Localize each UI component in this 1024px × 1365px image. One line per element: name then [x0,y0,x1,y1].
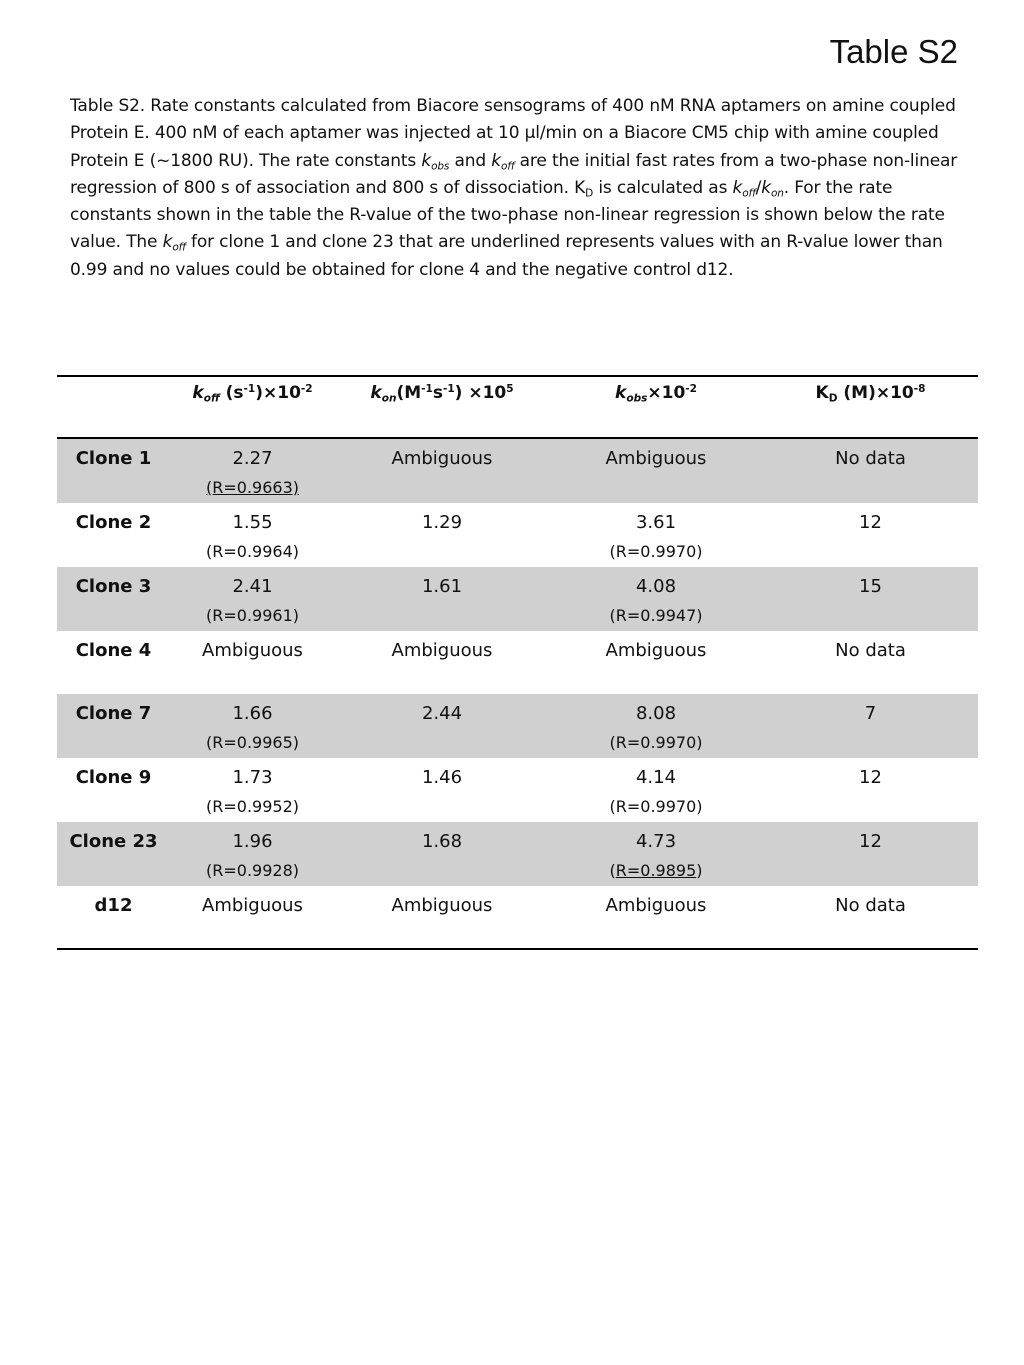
kobs-cell: Ambiguous [605,448,707,469]
table-row-clone-2 [57,503,978,567]
row-label: Clone 2 [75,512,152,533]
rate-constants-table [57,375,978,950]
header-kobs: $k_{obs}\times 10^{-2}$ [615,383,697,405]
kon-cell: 1.68 [421,831,463,852]
table-row-clone-23 [57,822,978,886]
kd-cell: No data [835,448,906,469]
kd-cell: 12 [859,831,882,852]
kd-cell: 15 [859,576,882,597]
r-value: (R=0.9970) [609,542,703,561]
kd-cell: 12 [859,767,882,788]
kd-cell: No data [835,640,906,661]
table-row-d12 [57,886,978,949]
r-value: (R=0.9928) [206,861,299,880]
r-value: (R=0.9895) [609,861,703,880]
r-value: (R=0.9947) [609,606,703,625]
header-koff: $k_{off}$ $(s^{-1})\times 10^{-2}$ [192,383,313,405]
r-value: (R=0.9961) [206,606,299,625]
koff-cell: 1.96 (R=0.9928) [170,822,335,886]
r-value: (R=0.9965) [206,733,299,752]
kobs-cell: 8.08 (R=0.9970) [549,694,763,758]
table-header-row [57,376,978,438]
koff-cell: Ambiguous [202,895,303,916]
kon-cell: Ambiguous [391,895,493,916]
table-row-clone-4 [57,631,978,694]
header-kd: $K_D$ $(M)\times 10^{-8}$ [815,383,926,405]
kon-cell: 1.29 [421,512,463,533]
koff-cell: 2.27 (R=0.9663) [170,438,335,503]
row-label: Clone 3 [75,576,152,597]
header-kon: $k_{on}(M^{-1}s^{-1}) \times 10^5$ [370,383,514,405]
r-value: (R=0.9964) [206,542,299,561]
koff-cell: Ambiguous [202,640,303,661]
table-row-clone-3 [57,567,978,631]
koff-cell: 2.41 (R=0.9961) [170,567,335,631]
r-value: (R=0.9952) [206,797,299,816]
koff-cell: 1.73 (R=0.9952) [170,758,335,822]
kon-cell: 1.61 [421,576,463,597]
kobs-cell: 4.08 (R=0.9947) [549,567,763,631]
row-label: Clone 9 [75,767,152,788]
table-row-clone-7 [57,694,978,758]
koff-cell: 1.55 (R=0.9964) [170,503,335,567]
kd-cell: No data [835,895,906,916]
kobs-cell: Ambiguous [605,640,707,661]
kon-cell: Ambiguous [391,448,493,469]
row-label: Clone 23 [69,831,158,852]
page-title: Table S2 [829,33,958,70]
kon-cell: 2.44 [421,703,463,724]
r-value: (R=0.9970) [609,797,703,816]
kobs-cell: 4.14 (R=0.9970) [549,758,763,822]
kon-cell: 1.46 [421,767,463,788]
table-caption: Table S2. Rate constants calculated from Biacore sensograms of 400 nM RNA aptamers on amine coupled Protein E. 400 nM of each aptamer was injected at 10 µl/min on a Biacore CM5 chip with amine coupled Protein E (~1800 RU). The rate constants $k_{obs}$ and $k_{off}$ are the initial fast rates from a two-phase non-linear regression of 800 s of association and 800 s of dissociation. $K_D$ is calculated as $k_{off}/k_{on}$. For the rate constants shown in the table the R-value of the two-phase non-linear regression is shown below the rate value. The $k_{off}$ for clone 1 and clone 23 that are underlined represents values with an R-value lower than 0.99 and no values could be obtained for clone 4 and the negative control d12. [70,96,958,280]
table-row-clone-9 [57,758,978,822]
kd-cell: 12 [859,512,882,533]
row-label: Clone 4 [75,640,152,661]
r-value: (R=0.9663) [206,478,299,497]
table-row-clone-1 [57,438,978,503]
kobs-cell: 4.73 (R=0.9895) [549,822,763,886]
row-label: Clone 1 [75,448,152,469]
kobs-cell: Ambiguous [605,895,707,916]
header-empty [57,376,170,438]
koff-cell: 1.66 (R=0.9965) [170,694,335,758]
row-label: d12 [94,895,133,916]
r-value: (R=0.9970) [609,733,703,752]
kobs-cell: 3.61 (R=0.9970) [549,503,763,567]
kd-cell: 7 [864,703,877,724]
row-label: Clone 7 [75,703,152,724]
kon-cell: Ambiguous [391,640,493,661]
